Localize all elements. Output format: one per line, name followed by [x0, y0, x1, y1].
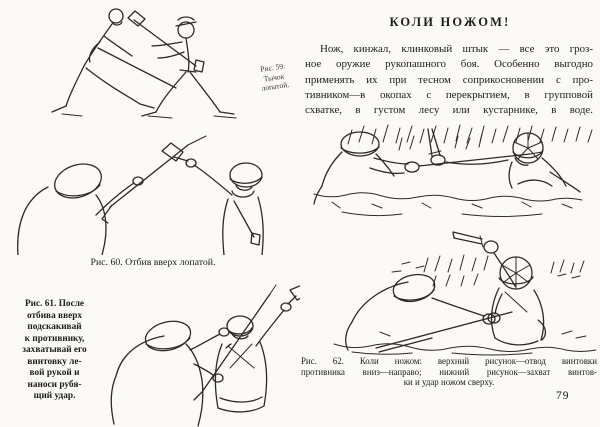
caption-line: к противнику,: [24, 333, 85, 344]
paragraph-line: применять их при тесном соприкосновении с про-: [305, 73, 593, 86]
caption-line: лопатой.: [260, 80, 290, 93]
caption-line: винтовку ле-: [27, 356, 82, 367]
caption-line: Рис. 61. После: [24, 299, 85, 309]
paragraph-line: схватке, в густом лесу или кустарнике, в воде.: [305, 104, 593, 117]
caption-line: захватывай его: [22, 345, 87, 355]
paragraph-line: ное оружие рукопашного боя. Особенно выгодно: [305, 58, 593, 71]
paragraph-line: тивником—в окопах с перекрытием, в групповой: [305, 88, 593, 101]
figure-62-caption: [301, 356, 597, 388]
caption-line: щий удар.: [33, 391, 76, 401]
figure-62-lower-illustration: [332, 228, 598, 356]
caption-line: противника вниз—направо; нижний рисунок—захват винтов-: [301, 366, 597, 377]
figure-60-caption: Рис. 60. Отбив вверх лопатой.: [90, 257, 216, 268]
paragraph-line: Нож, кинжал, клинковый штык — все это гроз-: [320, 43, 593, 55]
figure-61-illustration: [102, 280, 300, 427]
caption-line: ки и удар ножом сверху.: [403, 377, 495, 387]
section-title: КОЛИ НОЖОМ!: [389, 15, 511, 29]
caption-line: Тычок: [263, 71, 285, 83]
figure-62-upper-illustration: [312, 124, 598, 236]
caption-line: Рис. 62. Коли ножом: верхний рисунок—отвод винтовки: [301, 356, 597, 366]
figure-59-illustration: [8, 4, 243, 136]
caption-line: отбива вверх: [26, 310, 83, 321]
page-number: 79: [556, 390, 570, 402]
body-paragraph: [305, 42, 593, 118]
figure-59-caption: [243, 59, 304, 96]
caption-line: Рис. 59.: [259, 61, 286, 74]
figure-60-illustration: [8, 133, 288, 255]
caption-line: вой рукой и: [29, 368, 80, 378]
caption-line: наноси рубя-: [27, 379, 82, 390]
caption-line: подскакивай: [27, 322, 82, 332]
figure-61-caption: [3, 299, 106, 403]
